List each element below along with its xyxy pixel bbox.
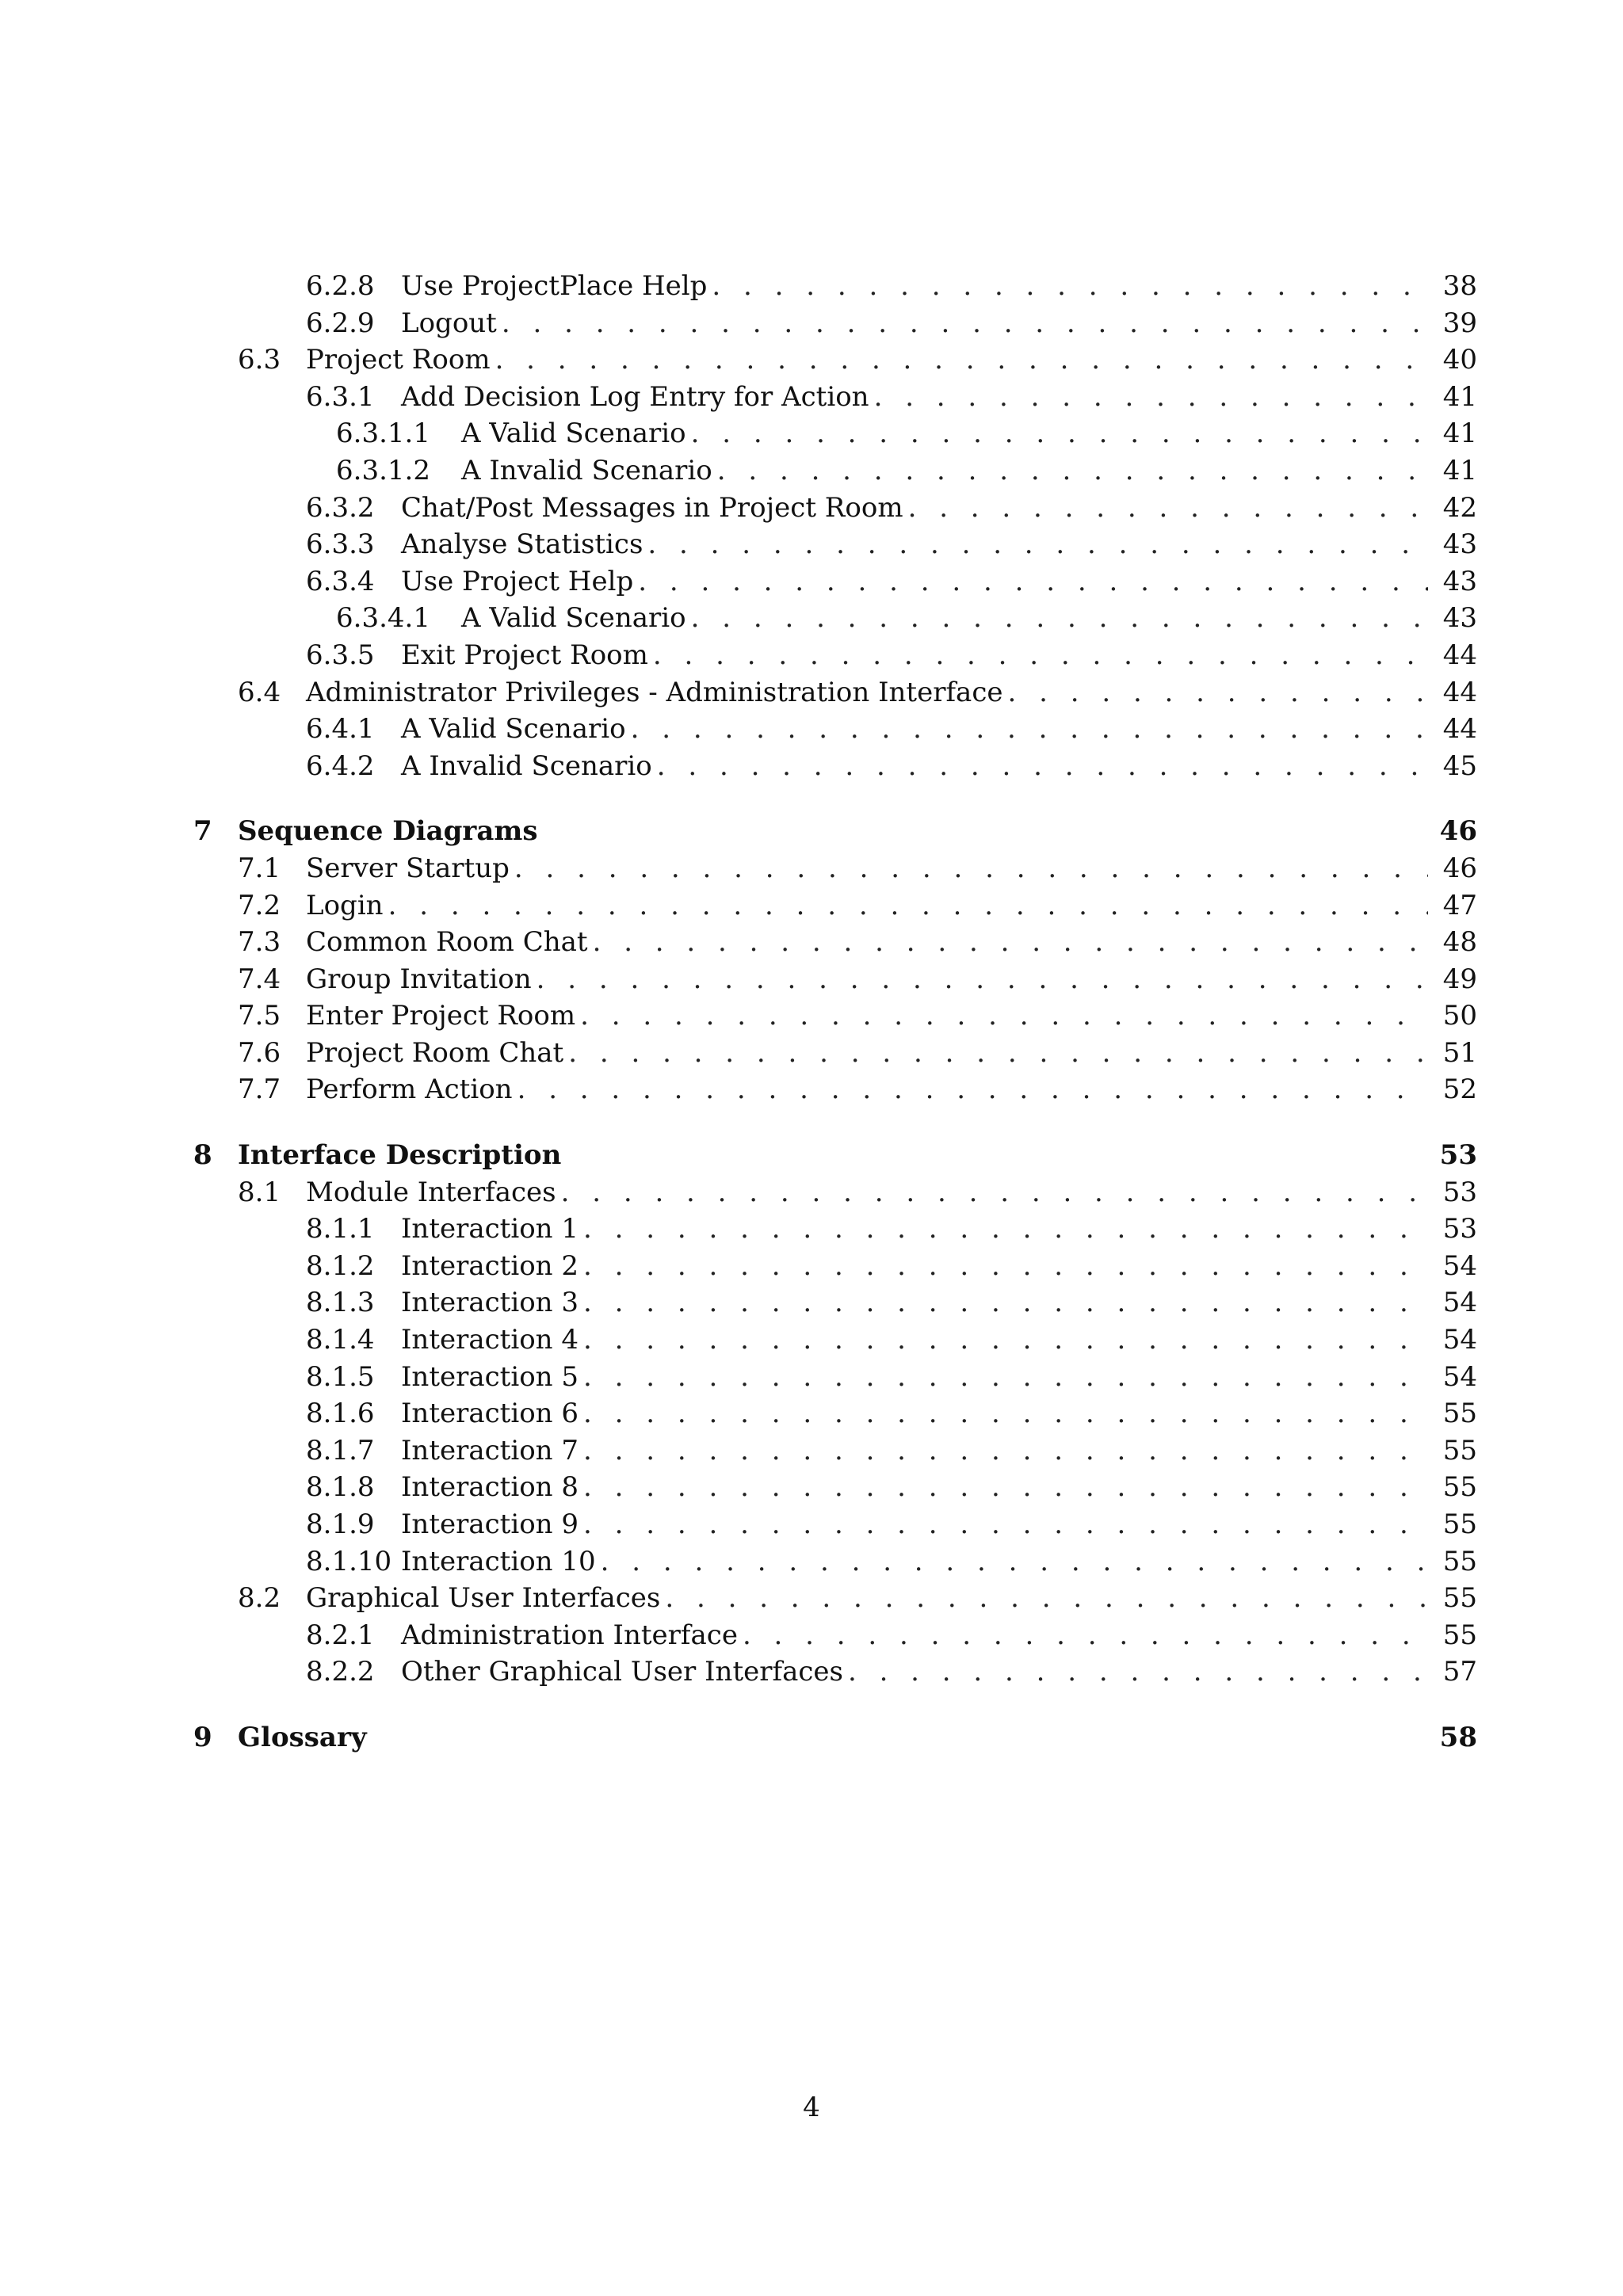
toc-entry-page: 48 [1442,926,1477,959]
toc-entry-number: 7.4 [238,963,281,995]
toc-dot-leader [583,1322,1428,1359]
toc-entry-number: 7.1 [238,852,281,884]
toc-entry-title: Administrator Privileges - Administration Interface [306,676,1003,708]
toc-entry-number: 8.1.8 [306,1471,375,1504]
toc-section-entry[interactable] [193,1469,1477,1506]
toc-dot-leader [580,997,1428,1035]
toc-dot-leader [593,924,1428,961]
toc-entry-number: 8.1.6 [306,1398,375,1430]
toc-dot-leader [583,1359,1428,1396]
toc-dot-leader [583,1506,1428,1543]
toc-dot-leader [691,600,1428,637]
toc-entry-page: 50 [1442,1000,1477,1032]
toc-entry-title: A Valid Scenario [461,418,686,450]
toc-section-entry[interactable] [193,1395,1477,1432]
toc-dot-leader [502,305,1428,342]
toc-section-entry[interactable] [193,1432,1477,1470]
toc-dot-leader [712,268,1428,305]
toc-dot-leader [495,341,1428,379]
toc-entry-page: 55 [1442,1398,1477,1430]
toc-dot-leader [657,748,1428,785]
toc-dot-leader [561,1174,1428,1211]
toc-entry-title: Administration Interface [401,1619,738,1651]
toc-entry-title: Common Room Chat [306,926,588,959]
table-of-contents [193,268,1477,1756]
toc-entry-title: Login [306,889,384,921]
toc-entry-title: Interaction 8 [401,1471,579,1504]
toc-entry-title: Interaction 5 [401,1360,579,1393]
toc-entry-page: 54 [1442,1360,1477,1393]
toc-entry-number: 8.1.1 [306,1213,375,1245]
toc-section-entry[interactable] [193,1211,1477,1248]
toc-dot-leader [631,711,1428,748]
toc-dot-leader [568,1035,1428,1072]
toc-dot-leader [388,887,1428,925]
toc-entry-page: 44 [1442,713,1477,746]
toc-dot-leader [583,1284,1428,1322]
toc-chapter-entry[interactable] [193,813,1477,850]
toc-entry-page: 55 [1442,1619,1477,1651]
toc-dot-leader [601,1543,1428,1581]
toc-section-entry[interactable] [193,1284,1477,1322]
toc-entry-page: 54 [1442,1287,1477,1319]
toc-entry-title: Use ProjectPlace Help [401,270,708,302]
toc-section-entry[interactable] [193,674,1477,711]
toc-dot-leader [583,1211,1428,1248]
toc-dot-leader [874,379,1428,416]
toc-section-entry[interactable] [193,600,1477,637]
toc-entry-title: Module Interfaces [306,1176,556,1208]
toc-entry-title: Use Project Help [401,565,634,597]
toc-entry-page: 49 [1442,963,1477,995]
toc-entry-page: 55 [1442,1471,1477,1504]
toc-entry-page: 55 [1442,1582,1477,1615]
toc-entry-title: Other Graphical User Interfaces [401,1656,843,1688]
toc-entry-title: Project Room Chat [306,1036,564,1069]
toc-entry-page: 55 [1442,1508,1477,1540]
toc-entry-number: 6.3.1.2 [336,454,430,486]
toc-entry-page: 53 [1439,1139,1477,1172]
toc-entry-page: 38 [1442,270,1477,302]
toc-entry-number: 8.1.5 [306,1360,375,1393]
toc-dot-leader [514,850,1428,887]
toc-entry-number: 6.4 [238,676,281,708]
toc-entry-number: 8.1 [238,1176,281,1208]
toc-entry-number: 6.3 [238,344,281,376]
toc-dot-leader [653,637,1428,674]
toc-entry-title: Interaction 2 [401,1249,579,1282]
toc-section-entry[interactable] [193,563,1477,601]
toc-entry-number: 8.1.7 [306,1434,375,1466]
toc-entry-page: 40 [1442,344,1477,376]
toc-entry-number: 6.2.9 [306,307,375,339]
toc-entry-page: 43 [1442,565,1477,597]
toc-dot-leader [583,1395,1428,1432]
toc-section-entry[interactable] [193,379,1477,416]
toc-dot-leader [691,415,1428,452]
toc-section-entry[interactable] [193,341,1477,379]
toc-entry-page: 43 [1442,602,1477,635]
toc-entry-number: 8.2.2 [306,1656,375,1688]
toc-entry-title: A Invalid Scenario [461,454,712,486]
toc-entry-page: 46 [1439,815,1477,848]
toc-entry-page: 57 [1442,1656,1477,1688]
toc-entry-page: 41 [1442,380,1477,413]
toc-entry-number: 6.3.1 [306,380,375,413]
toc-entry-title: Project Room [306,344,491,376]
toc-entry-number: 8.2.1 [306,1619,375,1651]
toc-entry-title: Interaction 7 [401,1434,579,1466]
toc-section-entry[interactable] [193,1322,1477,1359]
toc-section-entry[interactable] [193,1248,1477,1285]
toc-entry-title: Interface Description [238,1139,562,1172]
toc-entry-page: 41 [1442,454,1477,486]
toc-entry-title: Graphical User Interfaces [306,1582,661,1615]
toc-entry-number: 8.1.4 [306,1324,375,1356]
toc-entry-page: 54 [1442,1249,1477,1282]
toc-dot-leader [517,1071,1428,1108]
toc-entry-number: 7.2 [238,889,281,921]
toc-entry-number: 6.2.8 [306,270,375,302]
toc-entry-title: Interaction 1 [401,1213,579,1245]
toc-section-entry[interactable] [193,1071,1477,1108]
toc-entry-title: Analyse Statistics [401,528,643,561]
toc-entry-page: 44 [1442,639,1477,671]
toc-entry-number: 6.3.5 [306,639,375,671]
toc-chapter-entry[interactable] [193,1137,1477,1174]
toc-entry-title: Glossary [238,1721,367,1753]
toc-dot-leader [583,1432,1428,1470]
toc-entry-page: 55 [1442,1434,1477,1466]
toc-entry-number: 8.1.10 [306,1545,392,1577]
toc-dot-leader [848,1653,1428,1691]
toc-dot-leader [583,1248,1428,1285]
toc-entry-title: Interaction 4 [401,1324,579,1356]
toc-dot-leader [665,1580,1428,1617]
toc-entry-page: 43 [1442,528,1477,561]
toc-entry-title: Chat/Post Messages in Project Room [401,491,903,524]
toc-entry-page: 58 [1439,1721,1477,1753]
toc-entry-number: 9 [193,1721,212,1753]
toc-entry-number: 8.1.9 [306,1508,375,1540]
toc-entry-page: 45 [1442,749,1477,782]
toc-dot-leader [583,1469,1428,1506]
toc-section-entry[interactable] [193,887,1477,925]
toc-entry-title: Interaction 3 [401,1287,579,1319]
toc-section-entry[interactable] [193,526,1477,563]
toc-entry-page: 53 [1442,1213,1477,1245]
toc-section-entry[interactable] [193,637,1477,674]
toc-entry-title: Interaction 9 [401,1508,579,1540]
toc-chapter-entry[interactable] [193,1719,1477,1756]
toc-entry-number: 6.3.3 [306,528,375,561]
toc-entry-title: Logout [401,307,497,339]
toc-entry-number: 8 [193,1139,212,1172]
toc-dot-leader [647,526,1428,563]
toc-section-entry[interactable] [193,452,1477,490]
toc-entry-page: 55 [1442,1545,1477,1577]
toc-entry-number: 8.2 [238,1582,281,1615]
toc-entry-title: Exit Project Room [401,639,648,671]
toc-entry-title: A Valid Scenario [461,602,686,635]
toc-entry-title: Sequence Diagrams [238,815,538,848]
toc-entry-page: 47 [1442,889,1477,921]
toc-section-entry[interactable] [193,1580,1477,1617]
toc-entry-title: Enter Project Room [306,1000,576,1032]
toc-entry-number: 6.3.2 [306,491,375,524]
toc-dot-leader [743,1617,1428,1654]
toc-entry-number: 8.1.3 [306,1287,375,1319]
toc-entry-number: 7.6 [238,1036,281,1069]
toc-entry-page: 41 [1442,418,1477,450]
toc-section-entry[interactable] [193,490,1477,527]
toc-dot-leader [537,961,1428,998]
toc-dot-leader [908,490,1428,527]
toc-section-entry[interactable] [193,1174,1477,1211]
toc-dot-leader [1007,674,1428,711]
toc-entry-page: 53 [1442,1176,1477,1208]
toc-section-entry[interactable] [193,1543,1477,1581]
toc-section-entry[interactable] [193,997,1477,1035]
toc-entry-number: 7.7 [238,1074,281,1106]
toc-section-entry[interactable] [193,711,1477,748]
toc-entry-page: 39 [1442,307,1477,339]
toc-entry-number: 6.3.1.1 [336,418,430,450]
toc-entry-title: Server Startup [306,852,510,884]
toc-dot-leader [638,563,1428,601]
toc-entry-title: Interaction 10 [401,1545,596,1577]
toc-section-entry[interactable] [193,1506,1477,1543]
toc-entry-page: 51 [1442,1036,1477,1069]
toc-section-entry[interactable] [193,850,1477,887]
toc-entry-page: 44 [1442,676,1477,708]
toc-entry-title: Group Invitation [306,963,532,995]
toc-entry-title: Add Decision Log Entry for Action [401,380,869,413]
toc-section-entry[interactable] [193,1359,1477,1396]
toc-dot-leader [717,452,1428,490]
toc-entry-number: 6.3.4.1 [336,602,430,635]
toc-entry-number: 7.3 [238,926,281,959]
toc-section-entry[interactable] [193,1653,1477,1691]
toc-entry-number: 7.5 [238,1000,281,1032]
toc-entry-number: 6.4.2 [306,749,375,782]
toc-entry-page: 42 [1442,491,1477,524]
toc-section-entry[interactable] [193,1035,1477,1072]
toc-section-entry[interactable] [193,924,1477,961]
toc-entry-number: 6.4.1 [306,713,375,746]
toc-section-entry[interactable] [193,415,1477,452]
toc-section-entry[interactable] [193,748,1477,785]
page-number: 4 [803,2092,820,2123]
toc-entry-page: 46 [1442,852,1477,884]
toc-entry-title: A Invalid Scenario [401,749,652,782]
toc-section-entry[interactable] [193,305,1477,342]
toc-section-entry[interactable] [193,961,1477,998]
toc-section-entry[interactable] [193,1617,1477,1654]
toc-entry-number: 7 [193,815,212,848]
toc-entry-title: A Valid Scenario [401,713,626,746]
toc-section-entry[interactable] [193,268,1477,305]
toc-entry-page: 52 [1442,1074,1477,1106]
toc-entry-page: 54 [1442,1324,1477,1356]
toc-entry-number: 8.1.2 [306,1249,375,1282]
toc-entry-title: Interaction 6 [401,1398,579,1430]
toc-entry-number: 6.3.4 [306,565,375,597]
toc-entry-title: Perform Action [306,1074,513,1106]
